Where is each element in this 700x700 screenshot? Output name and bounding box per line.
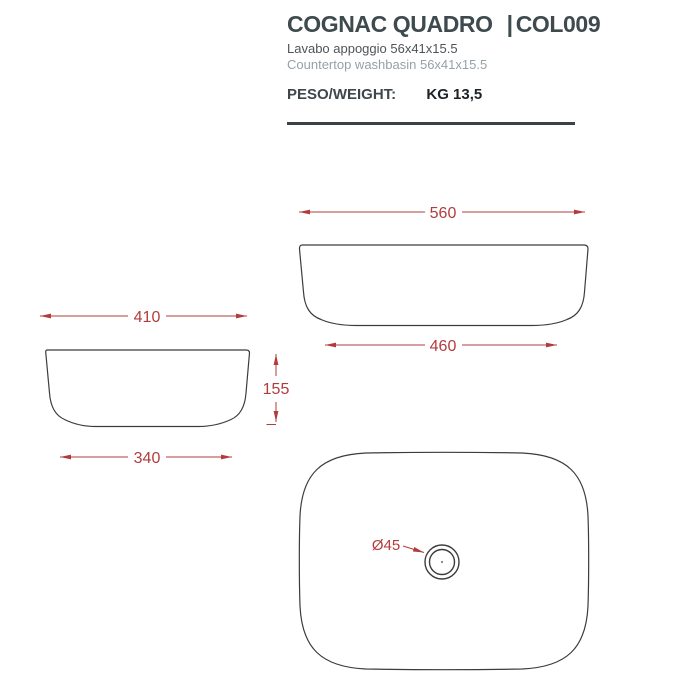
dim-label-410: 410 [133,309,161,326]
dimension-bottom-width-460 [325,338,557,355]
drain-leader-line [403,546,424,553]
side-view-outline [46,350,250,427]
top-view-outline [299,452,588,669]
dimension-top-width-410 [40,309,247,326]
dimension-top-width-560 [299,205,585,222]
drain-center-mark [441,561,443,563]
dim-label-560: 560 [429,205,457,222]
product-code: COL009 [515,11,601,37]
top-view [299,452,588,669]
subtitle-english: Countertop washbasin 56x41x15.5 [287,57,488,73]
dim-label-460: 460 [429,338,457,355]
dim-label-340: 340 [133,450,161,467]
product-name: COGNAC QUADRO [287,11,493,37]
weight-value: KG 13,5 [426,85,483,103]
title-separator: | [506,11,513,37]
dim-label-drain: Ø45 [371,537,401,554]
weight-label: PESO/WEIGHT: [287,85,397,103]
dimension-bottom-width-340 [60,450,232,467]
side-view [40,309,289,467]
dim-label-155: 155 [262,381,290,398]
front-view-outline [299,245,588,326]
dimension-height-155 [263,354,290,425]
dimension-drain-diameter [372,537,424,554]
front-view [299,205,588,355]
subtitle-italian: Lavabo appoggio 56x41x15.5 [287,41,458,57]
